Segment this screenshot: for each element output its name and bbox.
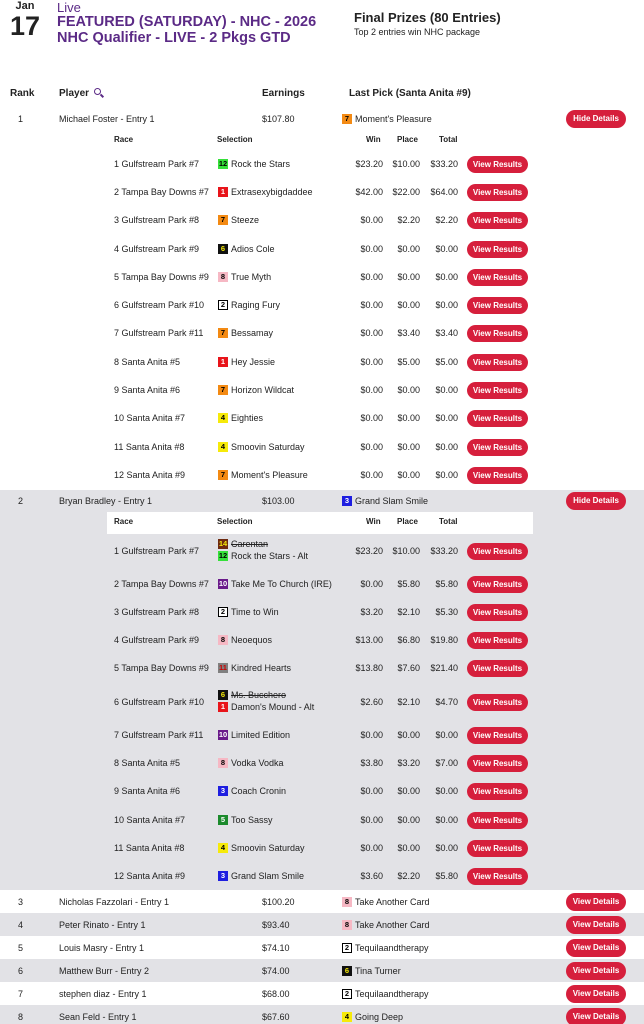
post-position-badge: 4 — [218, 413, 228, 423]
view-results-button[interactable]: View Results — [467, 467, 528, 484]
place-amount: $0.00 — [397, 786, 420, 796]
win-amount: $0.00 — [360, 786, 383, 796]
player-name[interactable]: Nicholas Fazzolari - Entry 1 — [59, 897, 170, 907]
player-earnings: $100.20 — [262, 897, 295, 907]
selection-name: Smoovin Saturday — [231, 442, 305, 452]
post-position-badge: 10 — [218, 579, 228, 588]
race-column-header: Race — [114, 517, 134, 526]
player-row — [0, 936, 644, 959]
player-rank: 3 — [18, 897, 24, 907]
total-amount: $5.00 — [435, 357, 458, 367]
hide-details-button[interactable]: Hide Details — [566, 492, 626, 510]
alternate-selection-name: Damon's Mound - Alt — [231, 702, 315, 712]
last-pick-name: Take Another Card — [355, 897, 430, 907]
view-results-button[interactable]: View Results — [467, 783, 528, 800]
total-amount: $0.00 — [435, 843, 458, 853]
win-column-header: Win — [366, 135, 381, 144]
place-amount: $7.60 — [397, 663, 420, 673]
win-amount: $0.00 — [360, 244, 383, 254]
selection-name: Too Sassy — [231, 815, 273, 825]
place-column-header: Place — [397, 135, 418, 144]
selection-name: Eighties — [231, 413, 264, 423]
place-amount: $6.80 — [397, 635, 420, 645]
view-results-button[interactable]: View Results — [467, 543, 528, 560]
view-details-button[interactable]: View Details — [566, 893, 626, 911]
last-pick-name: Tina Turner — [355, 966, 401, 976]
selection-column-header: Selection — [217, 517, 253, 526]
player-rank: 4 — [18, 920, 24, 930]
view-results-button[interactable]: View Results — [467, 325, 528, 342]
place-amount: $2.10 — [397, 697, 420, 707]
total-amount: $0.00 — [435, 442, 458, 452]
post-position-badge: 3 — [218, 786, 228, 796]
view-results-button[interactable]: View Results — [467, 156, 528, 173]
view-results-button[interactable]: View Results — [467, 241, 528, 258]
player-earnings: $93.40 — [262, 920, 290, 930]
view-results-button[interactable]: View Results — [467, 212, 528, 229]
race-name: 3 Gulfstream Park #8 — [114, 215, 200, 225]
player-name[interactable]: Louis Masry - Entry 1 — [59, 943, 145, 953]
selection-name: Limited Edition — [231, 730, 291, 740]
post-position-badge: 7 — [218, 470, 228, 480]
selection-name: Horizon Wildcat — [231, 385, 295, 395]
post-position-badge: 4 — [218, 442, 228, 452]
total-amount: $0.00 — [435, 815, 458, 825]
event-day: 17 — [9, 11, 41, 41]
view-results-button[interactable]: View Results — [467, 297, 528, 314]
post-position-badge: 7 — [218, 328, 228, 338]
total-amount: $21.40 — [430, 663, 458, 673]
view-results-button[interactable]: View Results — [467, 727, 528, 744]
win-amount: $0.00 — [360, 579, 383, 589]
earnings-column-header: Earnings — [262, 88, 305, 99]
selection-name: Extrasexybigdaddee — [231, 187, 313, 197]
selection-name: Grand Slam Smile — [231, 871, 305, 881]
post-position-badge: 2 — [342, 943, 352, 953]
contest-title: FEATURED (SATURDAY) - NHC - 2026 NHC Qualifier - LIVE - 2 Pkgs GTD — [57, 14, 317, 46]
total-amount: $0.00 — [435, 244, 458, 254]
player-column-label: Player — [59, 88, 90, 99]
win-amount: $13.80 — [355, 663, 383, 673]
race-name: 6 Gulfstream Park #10 — [114, 697, 205, 707]
race-details-panel — [0, 130, 644, 490]
total-amount: $19.80 — [430, 635, 458, 645]
player-earnings: $74.10 — [262, 943, 290, 953]
win-amount: $0.00 — [360, 357, 383, 367]
view-results-button[interactable]: View Results — [467, 410, 528, 427]
total-amount: $0.00 — [435, 272, 458, 282]
selection-name: Smoovin Saturday — [231, 843, 305, 853]
event-month: Jan — [15, 0, 35, 12]
win-amount: $0.00 — [360, 815, 383, 825]
post-position-badge: 4 — [218, 843, 228, 853]
total-amount: $3.40 — [435, 328, 458, 338]
player-rank: 1 — [18, 114, 24, 124]
place-amount: $0.00 — [397, 815, 420, 825]
post-position-badge: 14 — [218, 539, 228, 548]
hide-details-button[interactable]: Hide Details — [566, 110, 626, 128]
selection-name: Time to Win — [231, 607, 279, 617]
view-results-button[interactable]: View Results — [467, 354, 528, 371]
view-results-button[interactable]: View Results — [467, 439, 528, 456]
win-column-header: Win — [366, 517, 381, 526]
win-amount: $0.00 — [360, 215, 383, 225]
selection-name: Hey Jessie — [231, 357, 276, 367]
total-amount: $0.00 — [435, 413, 458, 423]
race-name: 5 Tampa Bay Downs #9 — [114, 272, 209, 282]
post-position-badge: 1 — [218, 702, 228, 712]
win-amount: $0.00 — [360, 300, 383, 310]
player-row — [0, 959, 644, 982]
win-amount: $0.00 — [360, 413, 383, 423]
last-pick-name: Take Another Card — [355, 920, 430, 930]
total-column-header: Total — [439, 135, 458, 144]
win-amount: $42.00 — [355, 187, 383, 197]
player-rank: 8 — [18, 1012, 24, 1022]
player-earnings: $103.00 — [262, 496, 295, 506]
total-amount: $64.00 — [430, 187, 458, 197]
total-column-header: Total — [439, 517, 458, 526]
post-position-badge: 5 — [218, 815, 228, 825]
post-position-badge: 3 — [342, 496, 352, 506]
selection-column-header: Selection — [217, 135, 253, 144]
view-results-button[interactable]: View Results — [467, 660, 528, 677]
player-row — [0, 890, 644, 913]
race-name: 8 Santa Anita #5 — [114, 357, 181, 367]
race-name: 1 Gulfstream Park #7 — [114, 546, 200, 556]
post-position-badge: 12 — [218, 551, 228, 560]
place-amount: $0.00 — [397, 300, 420, 310]
place-amount: $0.00 — [397, 442, 420, 452]
win-amount: $2.60 — [360, 697, 383, 707]
post-position-badge: 7 — [342, 114, 352, 124]
race-name: 10 Santa Anita #7 — [114, 413, 186, 423]
place-amount: $0.00 — [397, 843, 420, 853]
player-column-header — [59, 88, 101, 99]
post-position-badge: 11 — [219, 663, 227, 672]
total-amount: $7.00 — [435, 758, 458, 768]
post-position-badge: 3 — [218, 871, 228, 881]
player-row — [0, 913, 644, 936]
player-row — [0, 490, 644, 512]
view-results-button[interactable]: View Results — [467, 840, 528, 857]
place-amount: $0.00 — [397, 244, 420, 254]
race-name: 5 Tampa Bay Downs #9 — [114, 663, 209, 673]
race-name: 10 Santa Anita #7 — [114, 815, 186, 825]
place-amount: $2.20 — [397, 871, 420, 881]
race-name: 2 Tampa Bay Downs #7 — [114, 579, 209, 589]
view-results-button[interactable]: View Results — [467, 812, 528, 829]
win-amount: $3.20 — [360, 607, 383, 617]
player-name[interactable]: stephen diaz - Entry 1 — [59, 989, 147, 999]
selection-name: Bessamay — [231, 328, 274, 338]
race-name: 7 Gulfstream Park #11 — [114, 328, 204, 338]
post-position-badge: 2 — [218, 300, 228, 310]
race-name: 9 Santa Anita #6 — [114, 385, 181, 395]
view-results-button[interactable]: View Results — [467, 604, 528, 621]
total-amount: $0.00 — [435, 470, 458, 480]
win-amount: $3.60 — [360, 871, 383, 881]
place-amount: $0.00 — [397, 413, 420, 423]
total-amount: $5.30 — [435, 607, 458, 617]
player-row — [0, 1005, 644, 1024]
race-name: 1 Gulfstream Park #7 — [114, 159, 200, 169]
last-pick-name: Going Deep — [355, 1012, 404, 1022]
total-amount: $0.00 — [435, 300, 458, 310]
race-name: 4 Gulfstream Park #9 — [114, 635, 200, 645]
view-results-button[interactable]: View Results — [467, 632, 528, 649]
place-amount: $2.10 — [397, 607, 420, 617]
player-earnings: $74.00 — [262, 966, 290, 976]
place-amount: $5.80 — [397, 579, 420, 589]
post-position-badge: 7 — [218, 215, 228, 225]
post-position-badge: 1 — [218, 357, 228, 367]
view-details-button[interactable]: View Details — [566, 985, 626, 1003]
selection-name: Take Me To Church (IRE) — [231, 579, 332, 589]
post-position-badge: 6 — [218, 690, 228, 700]
post-position-badge: 8 — [218, 635, 228, 645]
total-amount: $0.00 — [435, 385, 458, 395]
race-name: 7 Gulfstream Park #11 — [114, 730, 204, 740]
total-amount: $2.20 — [435, 215, 458, 225]
view-details-button[interactable]: View Details — [566, 962, 626, 980]
selection-name: Vodka Vodka — [231, 758, 284, 768]
race-details-subheader-bg — [107, 512, 533, 534]
scratched-selection-name: Ms. Bucchero — [231, 690, 287, 700]
last-pick-name: Grand Slam Smile — [355, 496, 429, 506]
race-name: 3 Gulfstream Park #8 — [114, 607, 200, 617]
view-results-button[interactable]: View Results — [467, 184, 528, 201]
win-amount: $23.20 — [355, 546, 383, 556]
race-name: 6 Gulfstream Park #10 — [114, 300, 205, 310]
post-position-badge: 6 — [218, 244, 228, 254]
selection-name: Raging Fury — [231, 300, 281, 310]
player-earnings: $67.60 — [262, 1012, 290, 1022]
post-position-badge: 2 — [342, 989, 352, 999]
place-amount: $0.00 — [397, 730, 420, 740]
post-position-badge: 12 — [218, 159, 228, 168]
selection-name: Neoequos — [231, 635, 273, 645]
contest-status: Live — [57, 0, 81, 15]
place-amount: $10.00 — [392, 546, 420, 556]
place-amount: $0.00 — [397, 385, 420, 395]
race-name: 9 Santa Anita #6 — [114, 786, 181, 796]
player-rank: 7 — [18, 989, 24, 999]
total-amount: $0.00 — [435, 786, 458, 796]
race-name: 4 Gulfstream Park #9 — [114, 244, 200, 254]
place-amount: $0.00 — [397, 272, 420, 282]
view-results-button[interactable]: View Results — [467, 576, 528, 593]
post-position-badge: 4 — [342, 1012, 352, 1022]
player-name[interactable]: Sean Feld - Entry 1 — [59, 1012, 137, 1022]
place-column-header: Place — [397, 517, 418, 526]
post-position-badge: 1 — [218, 187, 228, 197]
post-position-badge: 8 — [342, 920, 352, 930]
post-position-badge: 6 — [342, 966, 352, 976]
prizes-subtext: Top 2 entries win NHC package — [354, 27, 481, 37]
selection-name: Moment's Pleasure — [231, 470, 308, 480]
total-amount: $33.20 — [430, 159, 458, 169]
selection-name: Kindred Hearts — [231, 663, 292, 673]
scratched-selection-name: Carentan — [231, 539, 269, 549]
selection-name: Adios Cole — [231, 244, 275, 254]
search-icon[interactable] — [94, 88, 101, 95]
last-pick-column-header: Last Pick (Santa Anita #9) — [349, 88, 471, 99]
win-amount: $23.20 — [355, 159, 383, 169]
view-results-button[interactable]: View Results — [467, 269, 528, 286]
place-amount: $3.40 — [397, 328, 420, 338]
last-pick-name: Tequilaandtherapy — [355, 943, 429, 953]
post-position-badge: 7 — [218, 385, 228, 395]
view-results-button[interactable]: View Results — [467, 755, 528, 772]
total-amount: $33.20 — [430, 546, 458, 556]
selection-name: Steeze — [231, 215, 260, 225]
last-pick-name: Moment's Pleasure — [355, 114, 432, 124]
view-results-button[interactable]: View Results — [467, 868, 528, 885]
win-amount: $0.00 — [360, 470, 383, 480]
race-name: 11 Santa Anita #8 — [114, 442, 185, 452]
view-results-button[interactable]: View Results — [467, 382, 528, 399]
win-amount: $0.00 — [360, 843, 383, 853]
win-amount: $0.00 — [360, 385, 383, 395]
post-position-badge: 10 — [218, 730, 228, 739]
player-row — [0, 982, 644, 1005]
player-row — [0, 108, 644, 130]
race-name: 12 Santa Anita #9 — [114, 871, 186, 881]
player-name[interactable]: Michael Foster - Entry 1 — [59, 114, 155, 124]
place-amount: $3.20 — [397, 758, 420, 768]
post-position-badge: 8 — [342, 897, 352, 907]
view-details-button[interactable]: View Details — [566, 1008, 626, 1024]
view-details-button[interactable]: View Details — [566, 939, 626, 957]
selection-name: Rock the Stars — [231, 159, 291, 169]
view-results-button[interactable]: View Results — [467, 694, 528, 711]
player-name[interactable]: Peter Rinato - Entry 1 — [59, 920, 146, 930]
win-amount: $0.00 — [360, 328, 383, 338]
player-name[interactable]: Bryan Bradley - Entry 1 — [59, 496, 153, 506]
race-name: 2 Tampa Bay Downs #7 — [114, 187, 209, 197]
win-amount: $13.00 — [355, 635, 383, 645]
selection-name: True Myth — [231, 272, 272, 282]
race-name: 12 Santa Anita #9 — [114, 470, 186, 480]
post-position-badge: 8 — [218, 272, 228, 282]
player-name[interactable]: Matthew Burr - Entry 2 — [59, 966, 150, 976]
race-column-header: Race — [114, 135, 134, 144]
prizes-heading: Final Prizes (80 Entries) — [354, 10, 501, 25]
rank-column-header: Rank — [10, 88, 35, 99]
view-details-button[interactable]: View Details — [566, 916, 626, 934]
race-details-panel — [0, 512, 644, 890]
place-amount: $0.00 — [397, 470, 420, 480]
event-date — [8, 0, 42, 41]
last-pick-name: Tequilaandtherapy — [355, 989, 429, 999]
win-amount: $0.00 — [360, 272, 383, 282]
win-amount: $0.00 — [360, 442, 383, 452]
place-amount: $22.00 — [392, 187, 420, 197]
selection-name: Coach Cronin — [231, 786, 287, 796]
total-amount: $0.00 — [435, 730, 458, 740]
win-amount: $0.00 — [360, 730, 383, 740]
win-amount: $3.80 — [360, 758, 383, 768]
alternate-selection-name: Rock the Stars - Alt — [231, 551, 309, 561]
total-amount: $5.80 — [435, 579, 458, 589]
player-rank: 5 — [18, 943, 24, 953]
player-earnings: $68.00 — [262, 989, 290, 999]
total-amount: $4.70 — [435, 697, 458, 707]
player-rank: 2 — [18, 496, 24, 506]
player-earnings: $107.80 — [262, 114, 295, 124]
place-amount: $2.20 — [397, 215, 420, 225]
race-name: 11 Santa Anita #8 — [114, 843, 185, 853]
place-amount: $10.00 — [392, 159, 420, 169]
post-position-badge: 8 — [218, 758, 228, 768]
place-amount: $5.00 — [397, 357, 420, 367]
player-rank: 6 — [18, 966, 24, 976]
post-position-badge: 2 — [218, 607, 228, 617]
total-amount: $5.80 — [435, 871, 458, 881]
race-name: 8 Santa Anita #5 — [114, 758, 181, 768]
